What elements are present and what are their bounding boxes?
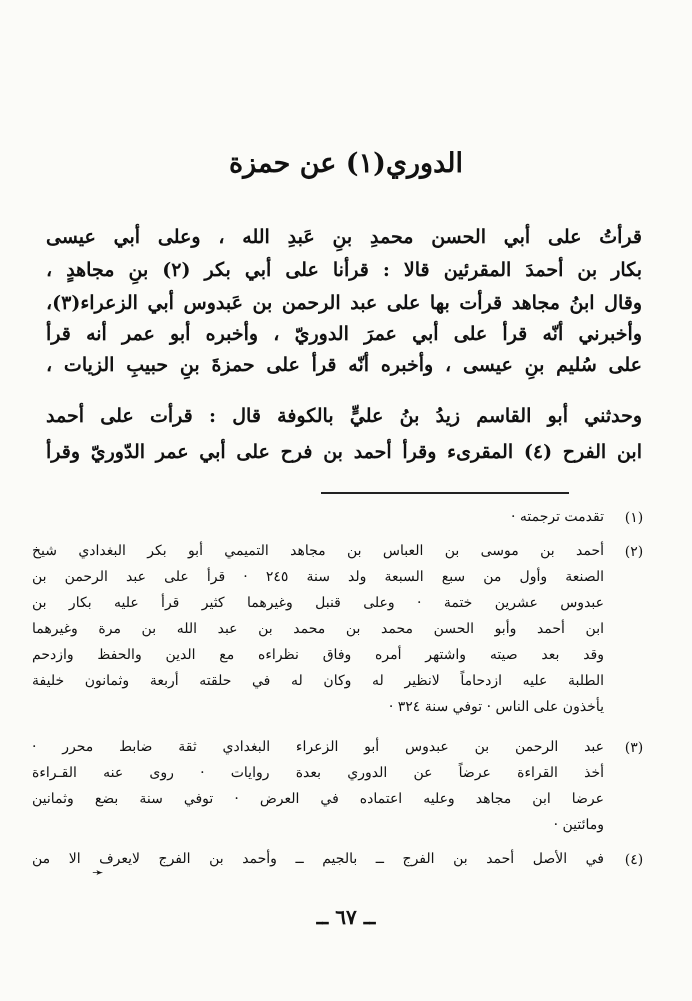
body-line: وأخبرني أنّه قرأ على أبي عمرَ الدوريّ ، وأخبره أبو عمر أنه قرأ (46, 323, 642, 345)
body-line: وقال ابنُ مجاهد قرأت بها على عبد الرحمن بن عَبدوس أبي الزعراء(٣)، (46, 292, 642, 314)
footnote-line: عرضا ابن مجاهد وعليه اعتماده في العرض · توفي سنة بضع وثمانين (32, 791, 604, 807)
chapter-title: الدوري(١) عن حمزة (229, 148, 463, 179)
body-line: قرأتُ على أبي الحسن محمدِ بنِ عَبدِ الله ، وعلى أبي عيسى (46, 226, 642, 248)
footnote-number: (٣) (624, 740, 644, 756)
page-number: ــ ٦٧ ــ (316, 905, 376, 929)
body-line: ابن الفرح (٤) المقرىء وقرأ أحمد بن فرح على أبي عمر الدّوريّ وقرأ (46, 441, 642, 463)
body-line: على سُليم بنِ عيسى ، وأخبره أنّه قرأ على حمزةَ بنِ حبيبِ الزيات ، (46, 354, 642, 376)
body-line: وحدثني أبو القاسم زيدُ بنُ عليٍّ بالكوفة قال : قرأت على أحمد (46, 405, 642, 427)
footnote-number: (٢) (624, 544, 644, 560)
footnote-line: ومائتين · (553, 817, 604, 833)
footnote-separator (321, 492, 569, 494)
footnote-line: عبد الرحمن بن عبدوس أبو الزعراء البغدادي ثقة ضابط محرر · (32, 739, 604, 755)
body-line: بكار بن أحمدَ المقرئين قالا : قرأنا على أبي بكر (٢) بنِ مجاهدٍ ، (46, 259, 642, 281)
footnote-line: ابن أحمد وأبو الحسن محمد بن محمد بن عبد الله بن مرة وغيرهما (32, 621, 604, 637)
footnote-line: أحمد بن موسى بن العباس بن مجاهد التميمي أبو بكر البغدادي شيخ (32, 543, 604, 559)
footnote-line: وقد بعد صيته واشتهر أمره وفاق نظراءه مع الدين والحفظ وازدحم (32, 647, 604, 663)
footnote-line: في الأصل أحمد بن الفرج ــ بالجيم ــ وأحمد بن الفرج لايعرف الا من (32, 851, 604, 867)
footnote-line: عبدوس عشرين ختمة · وعلى قنبل وغيرهما كثير قرأ عليه بكار بن (32, 595, 604, 611)
footnote-line: الصنعة وأول من سبع السبعة ولد سنة ٢٤٥ · قرأ على عبد الرحمن بن (32, 569, 604, 585)
footnote-line: أخذ القراءة عرضاً عن الدوري بعدة روايات · روى عنه القـراءة (32, 765, 604, 781)
footnote-number: (٤) (624, 852, 644, 868)
footnote-number: (١) (624, 510, 644, 526)
footnote-line: تقدمت ترجمته · (510, 509, 604, 525)
continuation-arrow-icon: ➛ (92, 865, 104, 881)
footnote-line: الطلبة عليه ازدحاماً لانظير له وكان له في حلقته أربعة وثمانون خليفة (32, 673, 604, 689)
footnote-line: يأخذون على الناس · توفي سنة ٣٢٤ · (388, 699, 604, 715)
